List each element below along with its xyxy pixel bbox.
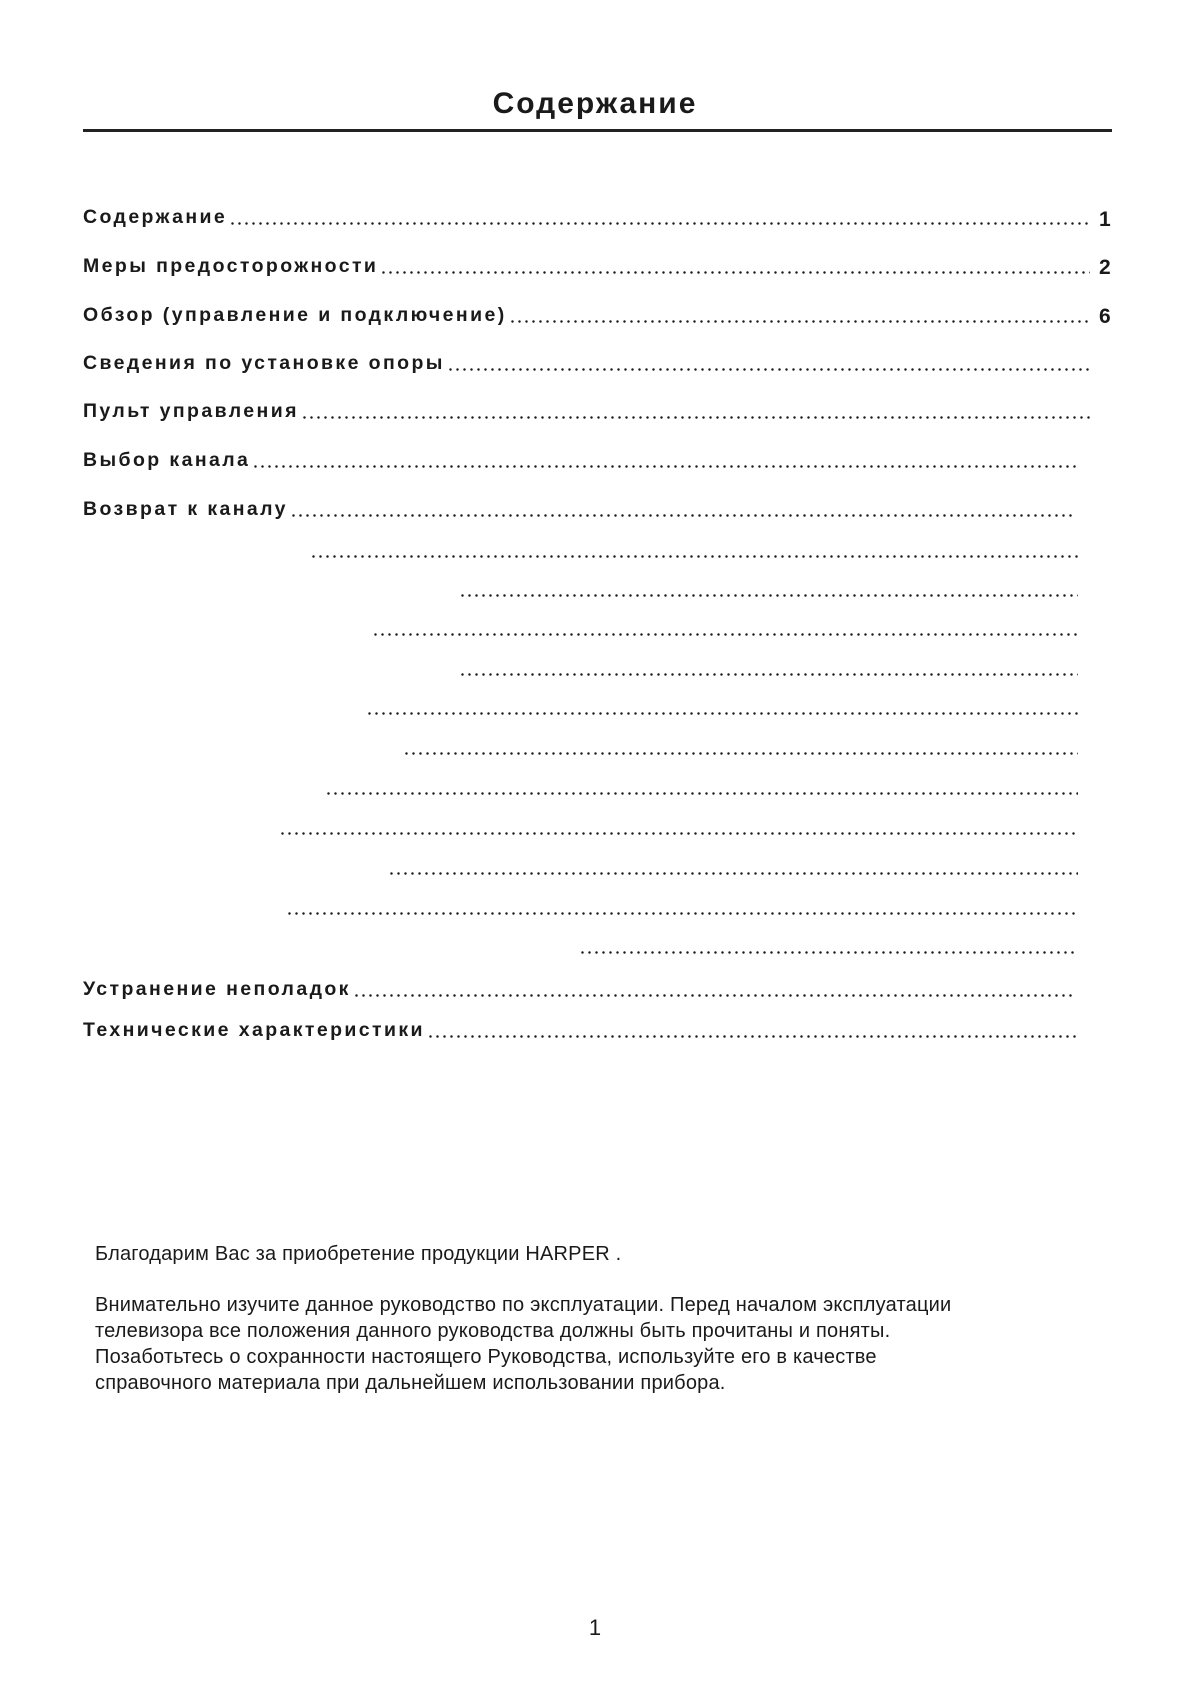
toc-leader (353, 994, 1076, 997)
toc-leader (447, 368, 1090, 371)
toc-row (83, 446, 1076, 474)
toc-leader (286, 912, 1078, 915)
toc-leader (325, 792, 1078, 795)
toc-label: Технические характеристики (83, 1019, 425, 1041)
toc-row (83, 301, 1090, 329)
toc-page-number: 2 (1099, 256, 1111, 279)
toc-page-number: 1 (1099, 208, 1111, 231)
toc-leader (290, 514, 1076, 517)
toc-label: Выбор канала (83, 449, 251, 471)
page-title: Содержание (492, 87, 698, 120)
toc-leader (509, 320, 1090, 323)
toc-leader (388, 872, 1078, 875)
toc-row (83, 203, 1090, 231)
toc-leader (380, 271, 1090, 274)
toc-row (457, 654, 1078, 682)
toc-row (284, 893, 1078, 921)
intro-paragraph (95, 1292, 1135, 1396)
toc-row (83, 397, 1090, 425)
toc-label: Пульт управления (83, 400, 299, 422)
title-rule (83, 129, 1112, 132)
toc-leader (459, 594, 1078, 597)
toc-leader (252, 465, 1076, 468)
intro-line: Позаботьтесь о сохранности настоящего Руководства, используйте его в качестве (95, 1346, 877, 1368)
intro-line: Внимательно изучите данное руководство по эксплуатации. Перед началом эксплуатации (95, 1294, 952, 1316)
toc-leader (403, 752, 1078, 755)
toc-leader (310, 555, 1078, 558)
toc-leader (372, 633, 1078, 636)
page-number: 1 (588, 1615, 602, 1640)
toc-row (577, 932, 1078, 960)
toc-leader (301, 416, 1090, 419)
toc-label: Возврат к каналу (83, 498, 288, 520)
toc-row (386, 853, 1078, 881)
toc-label: Содержание (83, 206, 228, 228)
toc-leader (579, 951, 1078, 954)
toc-row (457, 575, 1078, 603)
toc-page-number: 6 (1099, 305, 1111, 328)
toc-label: Устранение неполадок (83, 978, 351, 1000)
toc-row (83, 252, 1090, 280)
toc-leader (366, 712, 1078, 715)
intro-line: телевизора все положения данного руководства должны быть прочитаны и поняты. (95, 1320, 891, 1342)
toc-row (83, 495, 1076, 523)
toc-row (401, 733, 1078, 761)
toc-row (308, 536, 1078, 564)
toc-row (83, 349, 1090, 377)
toc-row (370, 614, 1078, 642)
toc-leader (229, 222, 1090, 225)
toc-label: Меры предосторожности (83, 255, 379, 277)
toc-row (83, 975, 1076, 1003)
toc-leader (459, 673, 1078, 676)
intro-line: справочного материала при дальнейшем использовании прибора. (95, 1372, 726, 1394)
toc-label: Обзор (управление и подключение) (83, 304, 507, 326)
toc-leader (279, 832, 1078, 835)
toc-row (364, 693, 1078, 721)
toc-label: Сведения по установке опоры (83, 352, 445, 374)
toc-row (83, 1016, 1076, 1044)
toc-leader (427, 1035, 1076, 1038)
toc-row (277, 813, 1078, 841)
toc-row (323, 773, 1078, 801)
intro-thanks: Благодарим Вас за приобретение продукции HARPER . (95, 1243, 622, 1265)
